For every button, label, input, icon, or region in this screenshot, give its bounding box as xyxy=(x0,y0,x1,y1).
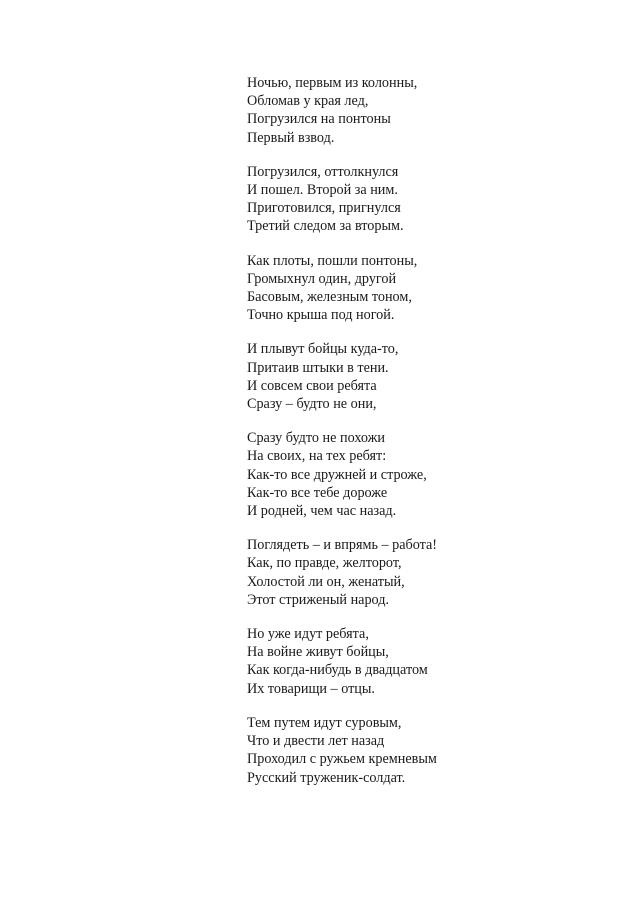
poem-line: Как-то все тебе дороже xyxy=(247,484,388,501)
poem-line: Холостой ли он, женатый, xyxy=(247,573,405,590)
poem-line: Тем путем идут суровым, xyxy=(247,714,402,731)
poem-line: Как когда-нибудь в двадцатом xyxy=(247,662,428,679)
poem-line: Как-то все дружней и строже, xyxy=(247,466,427,483)
poem-line: Погрузился, оттолкнулся xyxy=(247,163,399,180)
poem-line: И пошел. Второй за ним. xyxy=(247,182,398,199)
stanza xyxy=(247,536,607,609)
poem-line: На войне живут бойцы, xyxy=(247,644,389,661)
poem-line: На своих, на тех ребят: xyxy=(247,448,387,465)
poem-line: И родней, чем час назад. xyxy=(247,503,397,520)
poem-line: Громыхнул один, другой xyxy=(247,270,397,287)
poem-line: Что и двести лет назад xyxy=(247,733,385,750)
poem-line: Точно крыша под ногой. xyxy=(247,307,395,324)
poem-text xyxy=(247,74,607,803)
poem-line: Поглядеть – и впрямь – работа! xyxy=(247,537,438,554)
poem-line: Но уже идут ребята, xyxy=(247,626,369,643)
poem-line: Первый взвод. xyxy=(247,129,335,146)
poem-line: И плывут бойцы куда-то, xyxy=(247,341,399,358)
poem-line: И совсем свои ребята xyxy=(247,377,377,394)
poem-line: Проходил с ружьем кремневым xyxy=(247,751,437,768)
poem-line: Русский труженик-солдат. xyxy=(247,769,406,786)
poem-line: Погрузился на понтоны xyxy=(247,111,391,128)
poem-line: Притаив штыки в тени. xyxy=(247,359,389,376)
stanza xyxy=(247,163,607,236)
poem-line: Как, по правде, желторот, xyxy=(247,555,402,572)
poem-line: Третий следом за вторым. xyxy=(247,218,404,235)
poem-line: Этот стриженый народ. xyxy=(247,591,389,608)
stanza xyxy=(247,74,607,147)
poem-line: Приготовился, пригнулся xyxy=(247,200,401,217)
stanza xyxy=(247,252,607,325)
poem-line: Обломав у края лед, xyxy=(247,93,369,110)
stanza xyxy=(247,429,607,520)
poem-line: Их товарищи – отцы. xyxy=(247,680,375,697)
poem-line: Сразу – будто не они, xyxy=(247,396,377,413)
poem-line: Басовым, железным тоном, xyxy=(247,289,412,306)
poem-line: Сразу будто не похожи xyxy=(247,430,386,447)
stanza xyxy=(247,340,607,413)
poem-line: Ночью, первым из колонны, xyxy=(247,75,418,91)
poem-line: Как плоты, пошли понтоны, xyxy=(247,252,418,269)
stanza xyxy=(247,625,607,698)
stanza xyxy=(247,714,607,787)
